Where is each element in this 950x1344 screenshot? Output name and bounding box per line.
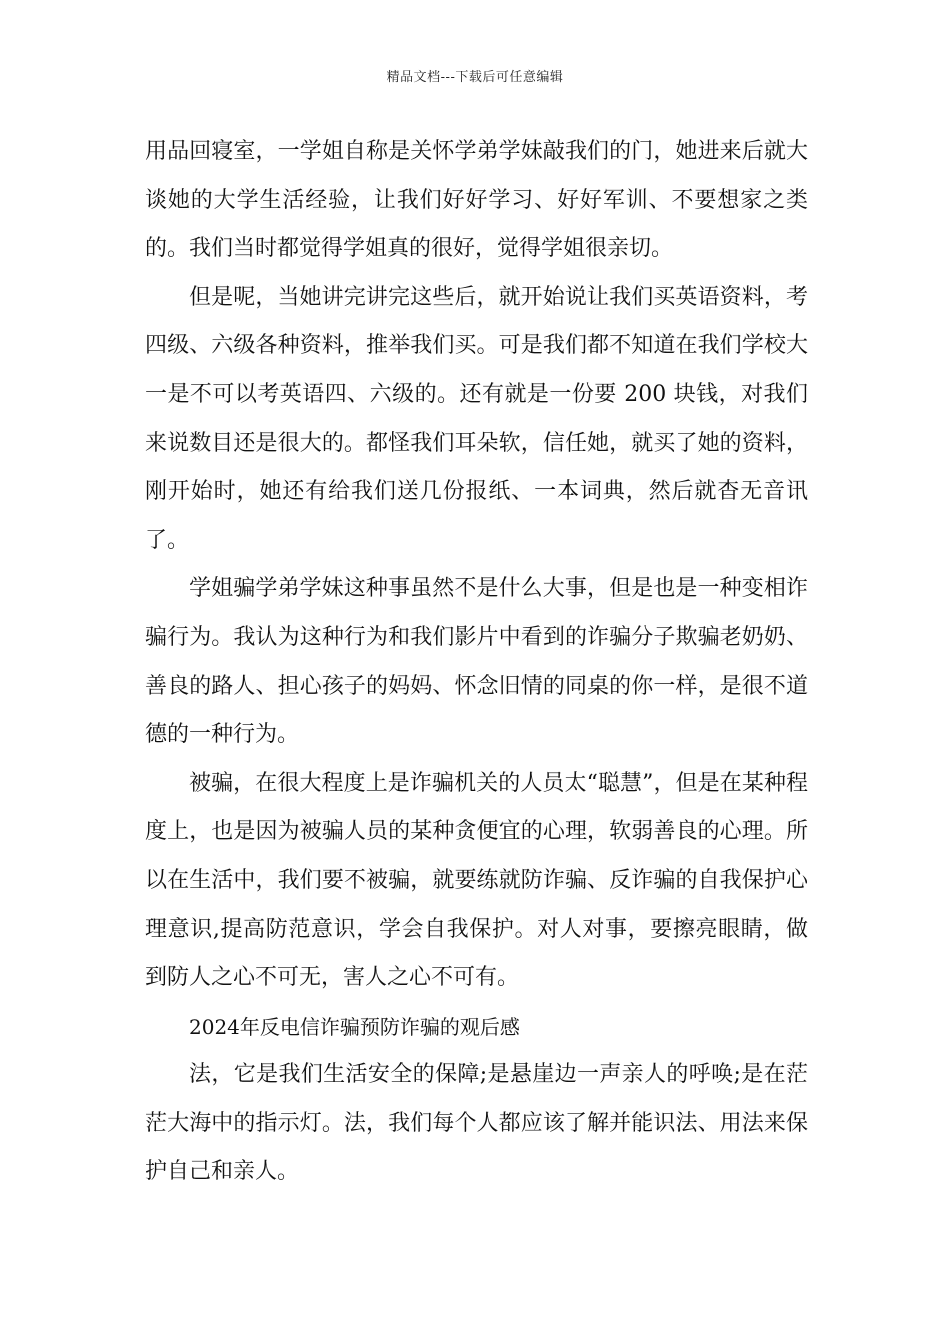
paragraph-english-materials: 但是呢，当她讲完讲完这些后，就开始说让我们买英语资料，考四级、六级各种资料，推举我们买。可是我们都不知道在我们学校大一是不可以考英语四、六级的。还有就是一份要 200 块钱，对我们来说数目还是很大的。都怪我们耳朵软，信任她，就买了她的资料，刚开始时，她还有给我们送几份报纸、一本词典，然后就杳无音讯了。 [145,284,808,553]
paragraph-law: 法，它是我们生活安全的保障;是悬崖边一声亲人的呼唤;是在茫茫大海中的指示灯。法，我们每个人都应该了解并能识法、用法来保护自己和亲人。 [145,1062,808,1185]
document-body [145,128,808,1197]
paragraph-continued: 用品回寝室，一学姐自称是关怀学弟学妹敲我们的门，她进来后就大谈她的大学生活经验，让我们好好学习、好好军训、不要想家之类的。我们当时都觉得学姐真的很好，觉得学姐很亲切。 [145,139,808,262]
page-header: 精品文档---下载后可任意编辑 [386,70,564,85]
paragraph-self-protection: 被骗，在很大程度上是诈骗机关的人员太“聪慧”，但是在某种程度上，也是因为被骗人员的某种贪便宜的心理，软弱善良的心理。所以在生活中，我们要不被骗，就要练就防诈骗、反诈骗的自我保护心理意识,提高防范意识，学会自我保护。对人对事，要擦亮眼睛，做到防人之心不可无，害人之心不可有。 [145,770,808,991]
section-heading: 2024年反电信诈骗预防诈骗的观后感 [189,1014,520,1039]
paragraph-fraud-behavior: 学姐骗学弟学妹这种事虽然不是什么大事，但是也是一种变相诈骗行为。我认为这种行为和我们影片中看到的诈骗分子欺骗老奶奶、善良的路人、担心孩子的妈妈、怀念旧情的同桌的你一样，是很不道德的一种行为。 [145,576,808,748]
